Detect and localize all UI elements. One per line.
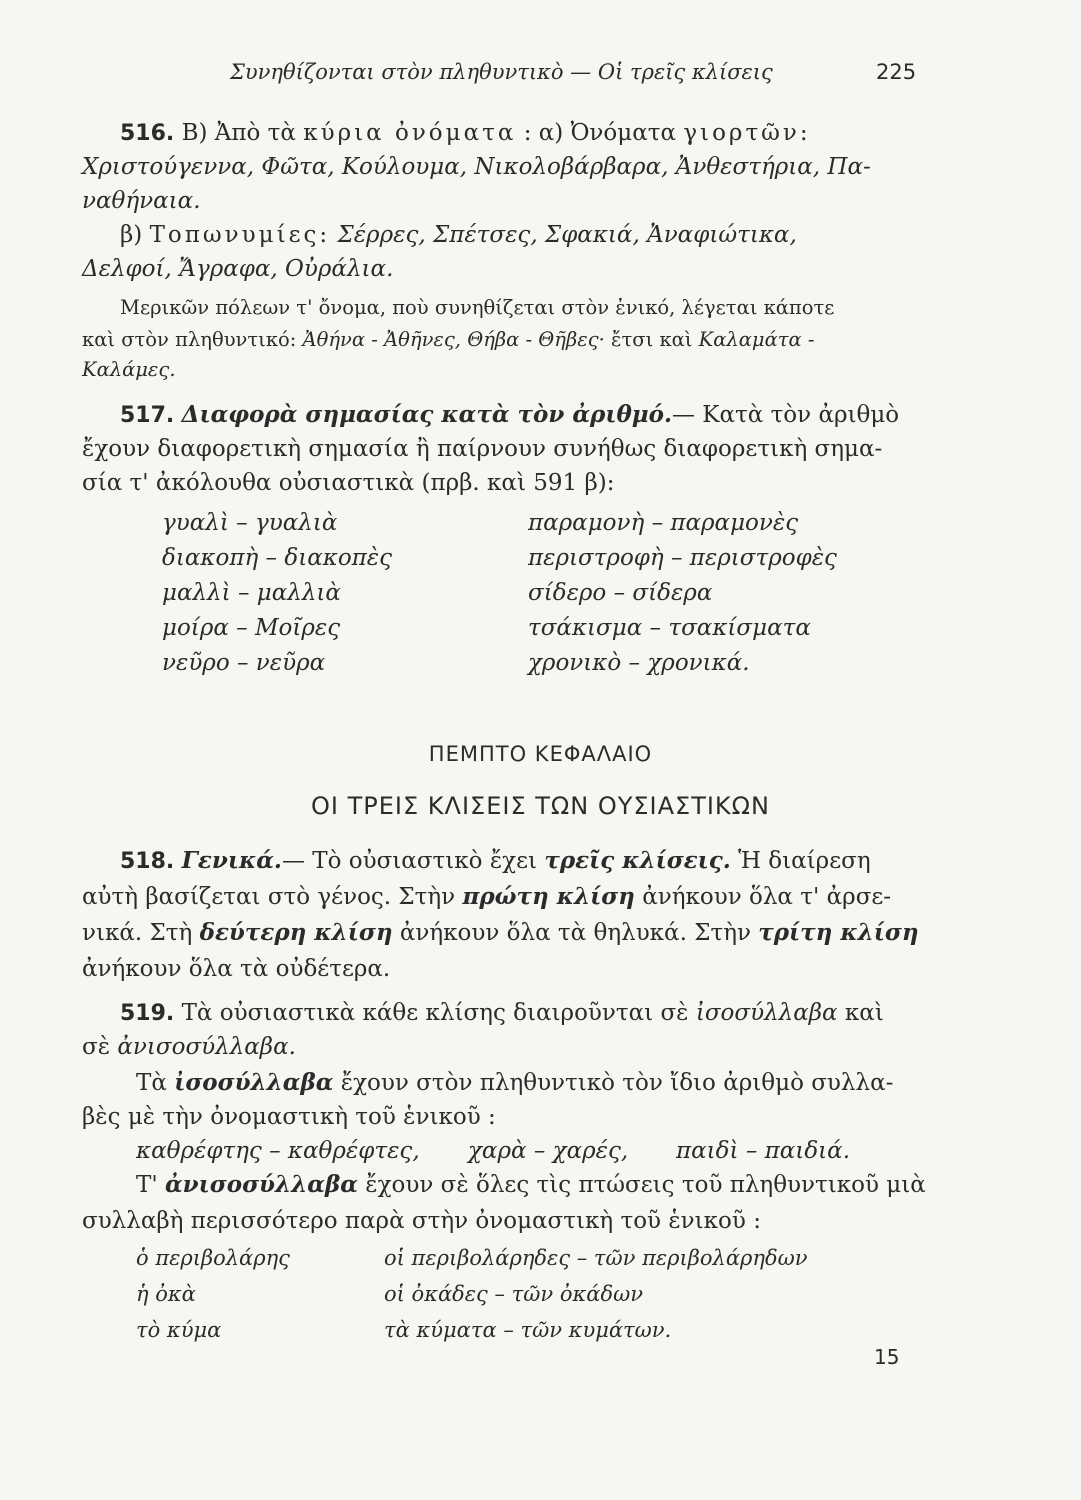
singular-form: τὸ κύμα xyxy=(136,1318,222,1342)
word-pair: χρονικὸ – χρονικά. xyxy=(528,650,750,676)
paragraph-anisosyllabic-line-1 xyxy=(136,1168,926,1202)
text: Ἡ διαίρεση xyxy=(738,848,871,874)
italic-text: Ἀθήνα - Ἀθῆνες, Θήβα - Θῆβες· xyxy=(302,328,605,351)
text: — Τὸ οὐσιαστικὸ ἔχει xyxy=(281,848,538,874)
section-518-line-2 xyxy=(82,880,891,914)
declension-left-column xyxy=(136,1240,290,1348)
plural-forms: οἱ ὀκάδες – τῶν ὀκάδων xyxy=(384,1282,643,1306)
spaced-text: Τοπωνυμίες: xyxy=(149,222,331,248)
spaced-text: γιορτῶν: xyxy=(683,120,811,146)
plural-forms: οἱ περιβολάρηδες – τῶν περιβολάρηδων xyxy=(384,1246,808,1270)
section-label: Γενικά. xyxy=(181,847,282,874)
word-pair: σίδερο – σίδερα xyxy=(528,580,713,606)
pairs-right-column xyxy=(528,506,837,681)
text: σὲ xyxy=(82,1034,111,1060)
chapter-title: ΟΙ ΤΡΕΙΣ ΚΛΙΣΕΙΣ ΤΩΝ ΟΥΣΙΑΣΤΙΚΩΝ xyxy=(311,792,770,820)
italic-text: Καλαμάτα - xyxy=(698,328,815,351)
note-line-2 xyxy=(82,328,815,351)
text: β) xyxy=(120,222,143,248)
example-3: παιδὶ – παιδιά. xyxy=(676,1138,851,1164)
text: Τὰ xyxy=(136,1070,167,1096)
text: Τ' xyxy=(136,1172,158,1198)
declension-right-column xyxy=(384,1240,808,1348)
spaced-text: κύρια ὀνόματα xyxy=(303,120,517,146)
text: ἔχουν σὲ ὅλες τὶς πτώσεις τοῦ πληθυντικοῦ μιὰ xyxy=(365,1172,926,1198)
section-title: Διαφορὰ σημασίας κατὰ τὸν ἀριθμό. xyxy=(181,401,672,428)
word-pair: παραμονὴ – παραμονὲς xyxy=(528,510,799,536)
paragraph-isosyllabic-line-2: βὲς μὲ τὴν ὀνομαστικὴ τοῦ ἑνικοῦ : xyxy=(82,1104,496,1130)
word-pair: περιστροφὴ – περιστροφὲς xyxy=(528,545,837,571)
section-519-line-1 xyxy=(120,996,884,1031)
text: ἔτσι καὶ xyxy=(611,328,693,351)
word-pair: γυαλὶ – γυαλιὰ xyxy=(162,510,338,536)
section-516-line-5: Δελφοί, Ἄγραφα, Οὐράλια. xyxy=(82,256,394,282)
text: — Κατὰ τὸν ἀριθμὸ xyxy=(671,402,900,428)
bold-term: τρίτη κλίση xyxy=(758,919,919,946)
example-1: καθρέφτης – καθρέφτες, xyxy=(136,1138,420,1164)
bold-term: τρεῖς κλίσεις. xyxy=(544,847,731,874)
section-517-line-2: ἔχουν διαφορετικὴ σημασία ἢ παίρνουν συνήθως διαφορετικὴ σημα- xyxy=(82,436,883,462)
text: καὶ στὸν πληθυντικό: xyxy=(82,328,297,351)
note-line-3: Καλάμες. xyxy=(82,358,176,381)
section-516-line-1 xyxy=(120,116,811,151)
word-pair: μαλλὶ – μαλλιὰ xyxy=(162,580,341,606)
italic-term: ἰσοσύλλαβα xyxy=(695,1000,838,1026)
text: Τὰ οὐσιαστικὰ κάθε κλίσης διαιροῦνται σὲ xyxy=(181,1000,689,1026)
section-518-line-4: ἀνήκουν ὅλα τὰ οὐδέτερα. xyxy=(82,956,391,982)
word-pair: νεῦρο – νεῦρα xyxy=(162,650,326,676)
bold-term: δεύτερη κλίση xyxy=(199,919,393,946)
section-516-line-3: ναθήναια. xyxy=(82,188,201,214)
page-number: 225 xyxy=(876,60,917,84)
text: αὐτὴ βασίζεται στὸ γένος. Στὴν xyxy=(82,884,456,910)
section-number: 519. xyxy=(120,1001,175,1026)
section-number: 517. xyxy=(120,403,175,428)
word-pair: διακοπὴ – διακοπὲς xyxy=(162,545,393,571)
bold-term: πρώτη κλίση xyxy=(462,883,635,910)
text: νικά. Στὴ xyxy=(82,920,193,946)
text: : α) Ὀνόματα xyxy=(523,120,676,146)
plural-forms: τὰ κύματα – τῶν κυμάτων. xyxy=(384,1318,672,1342)
text: Β) Ἀπὸ τὰ xyxy=(181,120,296,146)
bold-term: ἀνισοσύλλαβα xyxy=(164,1171,358,1198)
paragraph-anisosyllabic-line-2: συλλαβὴ περισσότερο παρὰ στὴν ὀνομαστικὴ τοῦ ἑνικοῦ : xyxy=(82,1208,761,1234)
place-names: Σέρρες, Σπέτσες, Σφακιά, Ἀναφιώτικα, xyxy=(337,222,797,248)
italic-term: ἀνισοσύλλαβα. xyxy=(117,1034,296,1060)
pairs-left-column xyxy=(162,506,392,681)
section-517-line-1 xyxy=(120,398,899,433)
note-line-1: Μερικῶν πόλεων τ' ὄνομα, ποὺ συνηθίζεται στὸν ἑνικό, λέγεται κάποτε xyxy=(120,296,835,319)
section-number: 518. xyxy=(120,849,175,874)
text: ἀνήκουν ὅλα τ' ἀρσε- xyxy=(642,884,892,910)
word-pair: μοίρα – Μοῖρες xyxy=(162,615,341,641)
section-518-line-1 xyxy=(120,844,871,879)
paragraph-isosyllabic-line-1 xyxy=(136,1066,893,1100)
word-pair: τσάκισμα – τσακίσματα xyxy=(528,615,811,641)
text: ἔχουν στὸν πληθυντικὸ τὸν ἴδιο ἀριθμὸ συλλα- xyxy=(340,1070,894,1096)
chapter-label: ΠΕΜΠΤΟ ΚΕΦΑΛΑΙΟ xyxy=(428,742,653,766)
bold-term: ἰσοσύλλαβα xyxy=(174,1069,334,1096)
section-516-line-4 xyxy=(120,218,797,252)
text: ἀνήκουν ὅλα τὰ θηλυκά. Στὴν xyxy=(399,920,751,946)
section-519-line-2 xyxy=(82,1030,296,1064)
section-number: 516. xyxy=(120,121,175,146)
text: καὶ xyxy=(844,1000,884,1026)
running-title: Συνηθίζονται στὸν πληθυντικὸ — Οἱ τρεῖς κλίσεις xyxy=(230,60,773,84)
example-2: χαρὰ – χαρές, xyxy=(468,1138,629,1164)
section-517-line-3: σία τ' ἀκόλουθα οὐσιαστικὰ (πρβ. καὶ 591 β): xyxy=(82,470,615,496)
section-518-line-3 xyxy=(82,916,919,950)
singular-form: ὁ περιβολάρης xyxy=(136,1246,290,1270)
singular-form: ἡ ὀκὰ xyxy=(136,1282,196,1306)
section-516-line-2: Χριστούγεννα, Φῶτα, Κούλουμα, Νικολοβάρβαρα, Ἀνθεστήρια, Πα- xyxy=(82,154,871,180)
signature-number: 15 xyxy=(874,1345,900,1369)
